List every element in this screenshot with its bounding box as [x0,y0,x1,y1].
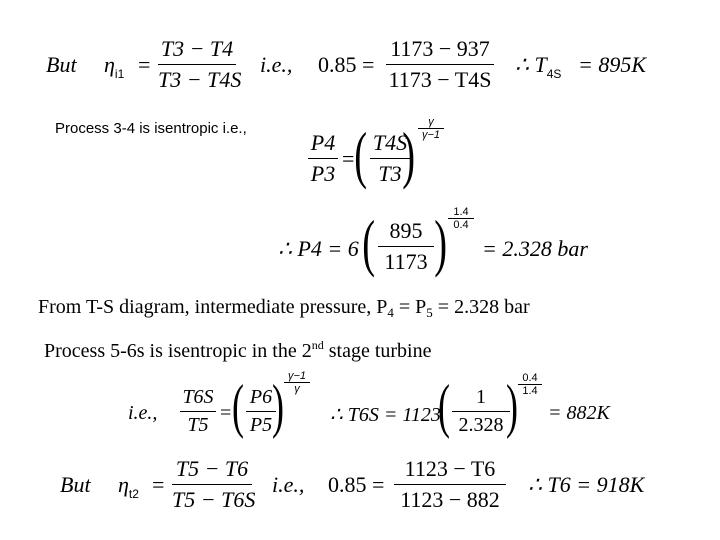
equals-sign: = [138,52,151,77]
process-34-text: Process 3-4 is isentropic i.e., [55,120,247,137]
result-t6: ∴ T6 = 918K [528,472,645,497]
result-t4s: = 895K [578,52,647,77]
intermediate-pressure-statement: From T-S diagram, intermediate pressure, $P_4 = P_5 = 2.328$ bar [38,296,530,320]
left-paren: ( [231,373,244,439]
therefore-t4s: ∴ $T_{4S}$ [515,52,562,81]
exponent-fraction: γ γ−1 [418,116,444,141]
fraction-numerator: 1173 − 937 [390,36,490,61]
process-56s-statement: Process 5-6s is isentropic in the 2nd stage turbine [44,338,432,362]
efficiency-fraction [158,36,242,93]
result-t6s: = 882K [548,402,610,424]
efficiency-fraction: T5 − T6 T5 − T6S [172,456,256,512]
left-paren: ( [362,207,376,278]
but-label: But [60,472,91,497]
value-085: 0.85 = [318,52,375,77]
but-label: But [46,52,77,77]
right-paren: ) [505,373,518,439]
exponent-fraction: γ−1 γ [284,370,310,395]
eta-symbol: $\eta_{t2}$ [118,472,139,501]
right-paren: ) [434,207,448,278]
equals-sign: = [152,472,165,497]
left-paren: ( [437,373,450,439]
right-paren: ) [402,119,416,190]
equals-sign: = [220,402,232,424]
ie-label: i.e., [260,52,293,77]
temperature-fraction: 895 1173 [378,218,434,275]
exponent-fraction: 0.4 1.4 [518,372,542,397]
numeric-fraction [386,36,494,93]
fraction-denominator: T3 − T4S [158,67,242,92]
therefore-p4: ∴ P4 = 6 [278,236,359,261]
eta-symbol: $\eta_{i1}$ [104,52,125,81]
inverse-ratio-fraction: 1 2.328 [452,386,510,437]
ie-label: i.e., [128,402,158,424]
ie-label: i.e., [272,472,305,497]
right-paren: ) [271,373,284,439]
pressure-ratio-fraction: P6 P5 [246,386,276,437]
temperature-ratio-fraction: T6S T5 [180,386,216,437]
value-085: 0.85 = [328,472,385,497]
left-paren: ( [354,119,368,190]
therefore-t6s: ∴ T6S = 1123 [330,404,441,426]
result-p4: = 2.328 bar [482,236,588,261]
exponent-fraction: 1.4 0.4 [448,206,474,231]
fraction-denominator: 1173 − T4S [388,67,492,92]
numeric-fraction: 1123 − T6 1123 − 882 [394,456,506,513]
equals-sign: = [342,146,355,171]
temperature-ratio-fraction: T4S T3 [370,130,410,187]
pressure-ratio-fraction: P4 P3 [308,130,338,187]
fraction-numerator: T3 − T4 [160,36,234,61]
